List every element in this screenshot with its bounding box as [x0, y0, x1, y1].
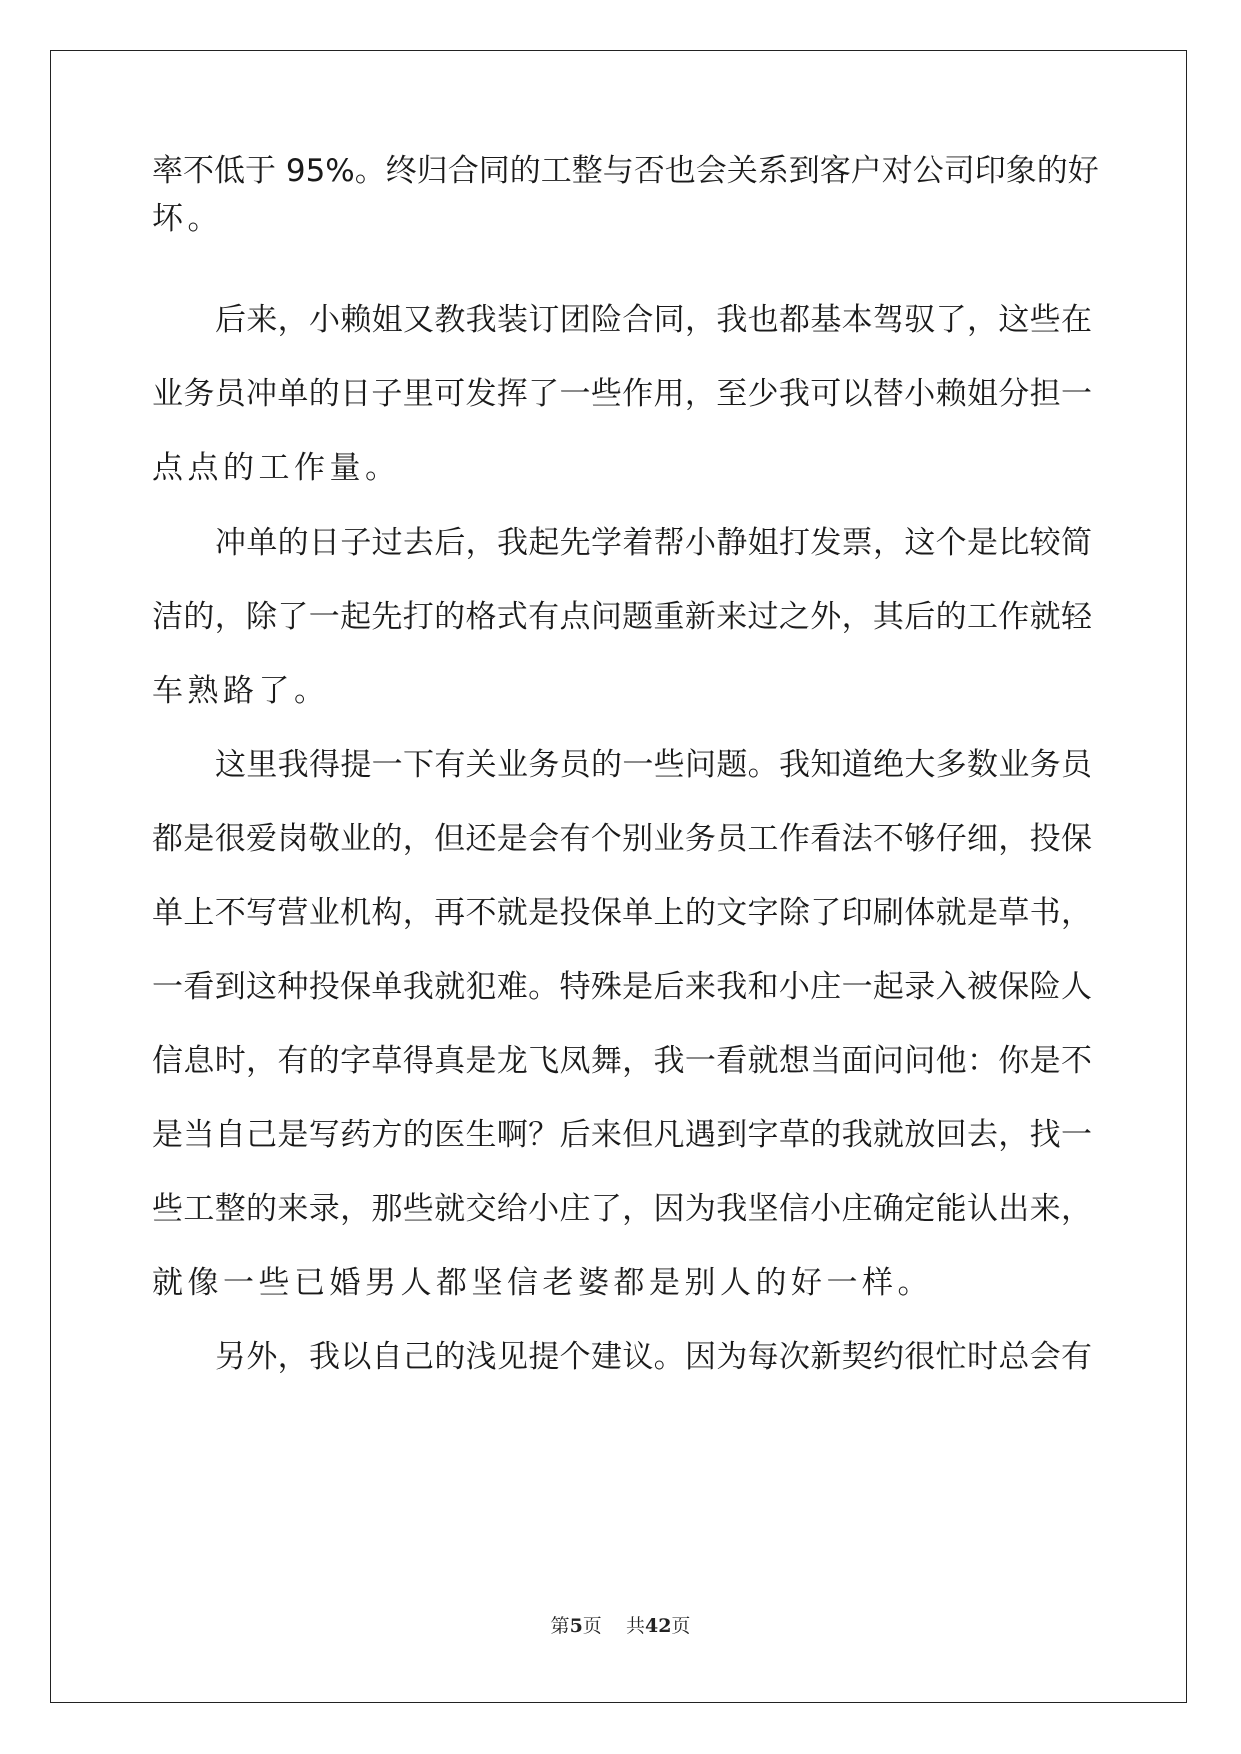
footer-suffix: 页: [671, 1615, 691, 1637]
text-line: 都是很爱岗敬业的，但还是会有个别业务员工作看法不够仔细，投保: [152, 821, 1092, 857]
paragraph-first-line: 冲单的日子过去后，我起先学着帮小静姐打发票，这个是比较简: [215, 525, 1092, 561]
text-line: 洁的，除了一起先打的格式有点问题重新来过之外，其后的工作就轻: [152, 599, 1092, 635]
text-line: 一看到这种投保单我就犯难。特殊是后来我和小庄一起录入被保险人: [152, 969, 1092, 1005]
text-line: 车熟路了。: [152, 673, 330, 709]
paragraph-first-line: 后来，小赖姐又教我装订团险合同，我也都基本驾驭了，这些在: [215, 302, 1092, 338]
text-line: 些工整的来录，那些就交给小庄了，因为我坚信小庄确定能认出来，: [152, 1191, 1092, 1227]
page-number: 5: [569, 1615, 583, 1637]
text-line: 信息时，有的字草得真是龙飞凤舞，我一看就想当面问问他：你是不: [152, 1043, 1092, 1079]
paragraph-first-line: 另外，我以自己的浅见提个建议。因为每次新契约很忙时总会有: [215, 1339, 1092, 1375]
text-line: 业务员冲单的日子里可发挥了一些作用，至少我可以替小赖姐分担一: [152, 376, 1092, 412]
total-pages: 42: [644, 1615, 672, 1637]
text-line: 是当自己是写药方的医生啊？后来但凡遇到字草的我就放回去，找一: [152, 1117, 1092, 1153]
paragraph-first-line: 这里我得提一下有关业务员的一些问题。我知道绝大多数业务员: [215, 747, 1092, 783]
page-border: [50, 50, 1187, 1703]
text-line: 点点的工作量。: [152, 450, 401, 486]
text-line: 就像一些已婚男人都坚信老婆都是别人的好一样。: [152, 1265, 933, 1301]
footer-mid: 页 共: [582, 1615, 645, 1637]
text-line: 率不低于 95%。终归合同的工整与否也会关系到客户对公司印象的好: [152, 153, 1099, 189]
text-line: 单上不写营业机构，再不就是投保单上的文字除了印刷体就是草书，: [152, 895, 1092, 931]
footer-prefix: 第: [550, 1615, 570, 1637]
text-line: 坏。: [152, 201, 223, 237]
page-footer: [0, 1611, 1241, 1638]
